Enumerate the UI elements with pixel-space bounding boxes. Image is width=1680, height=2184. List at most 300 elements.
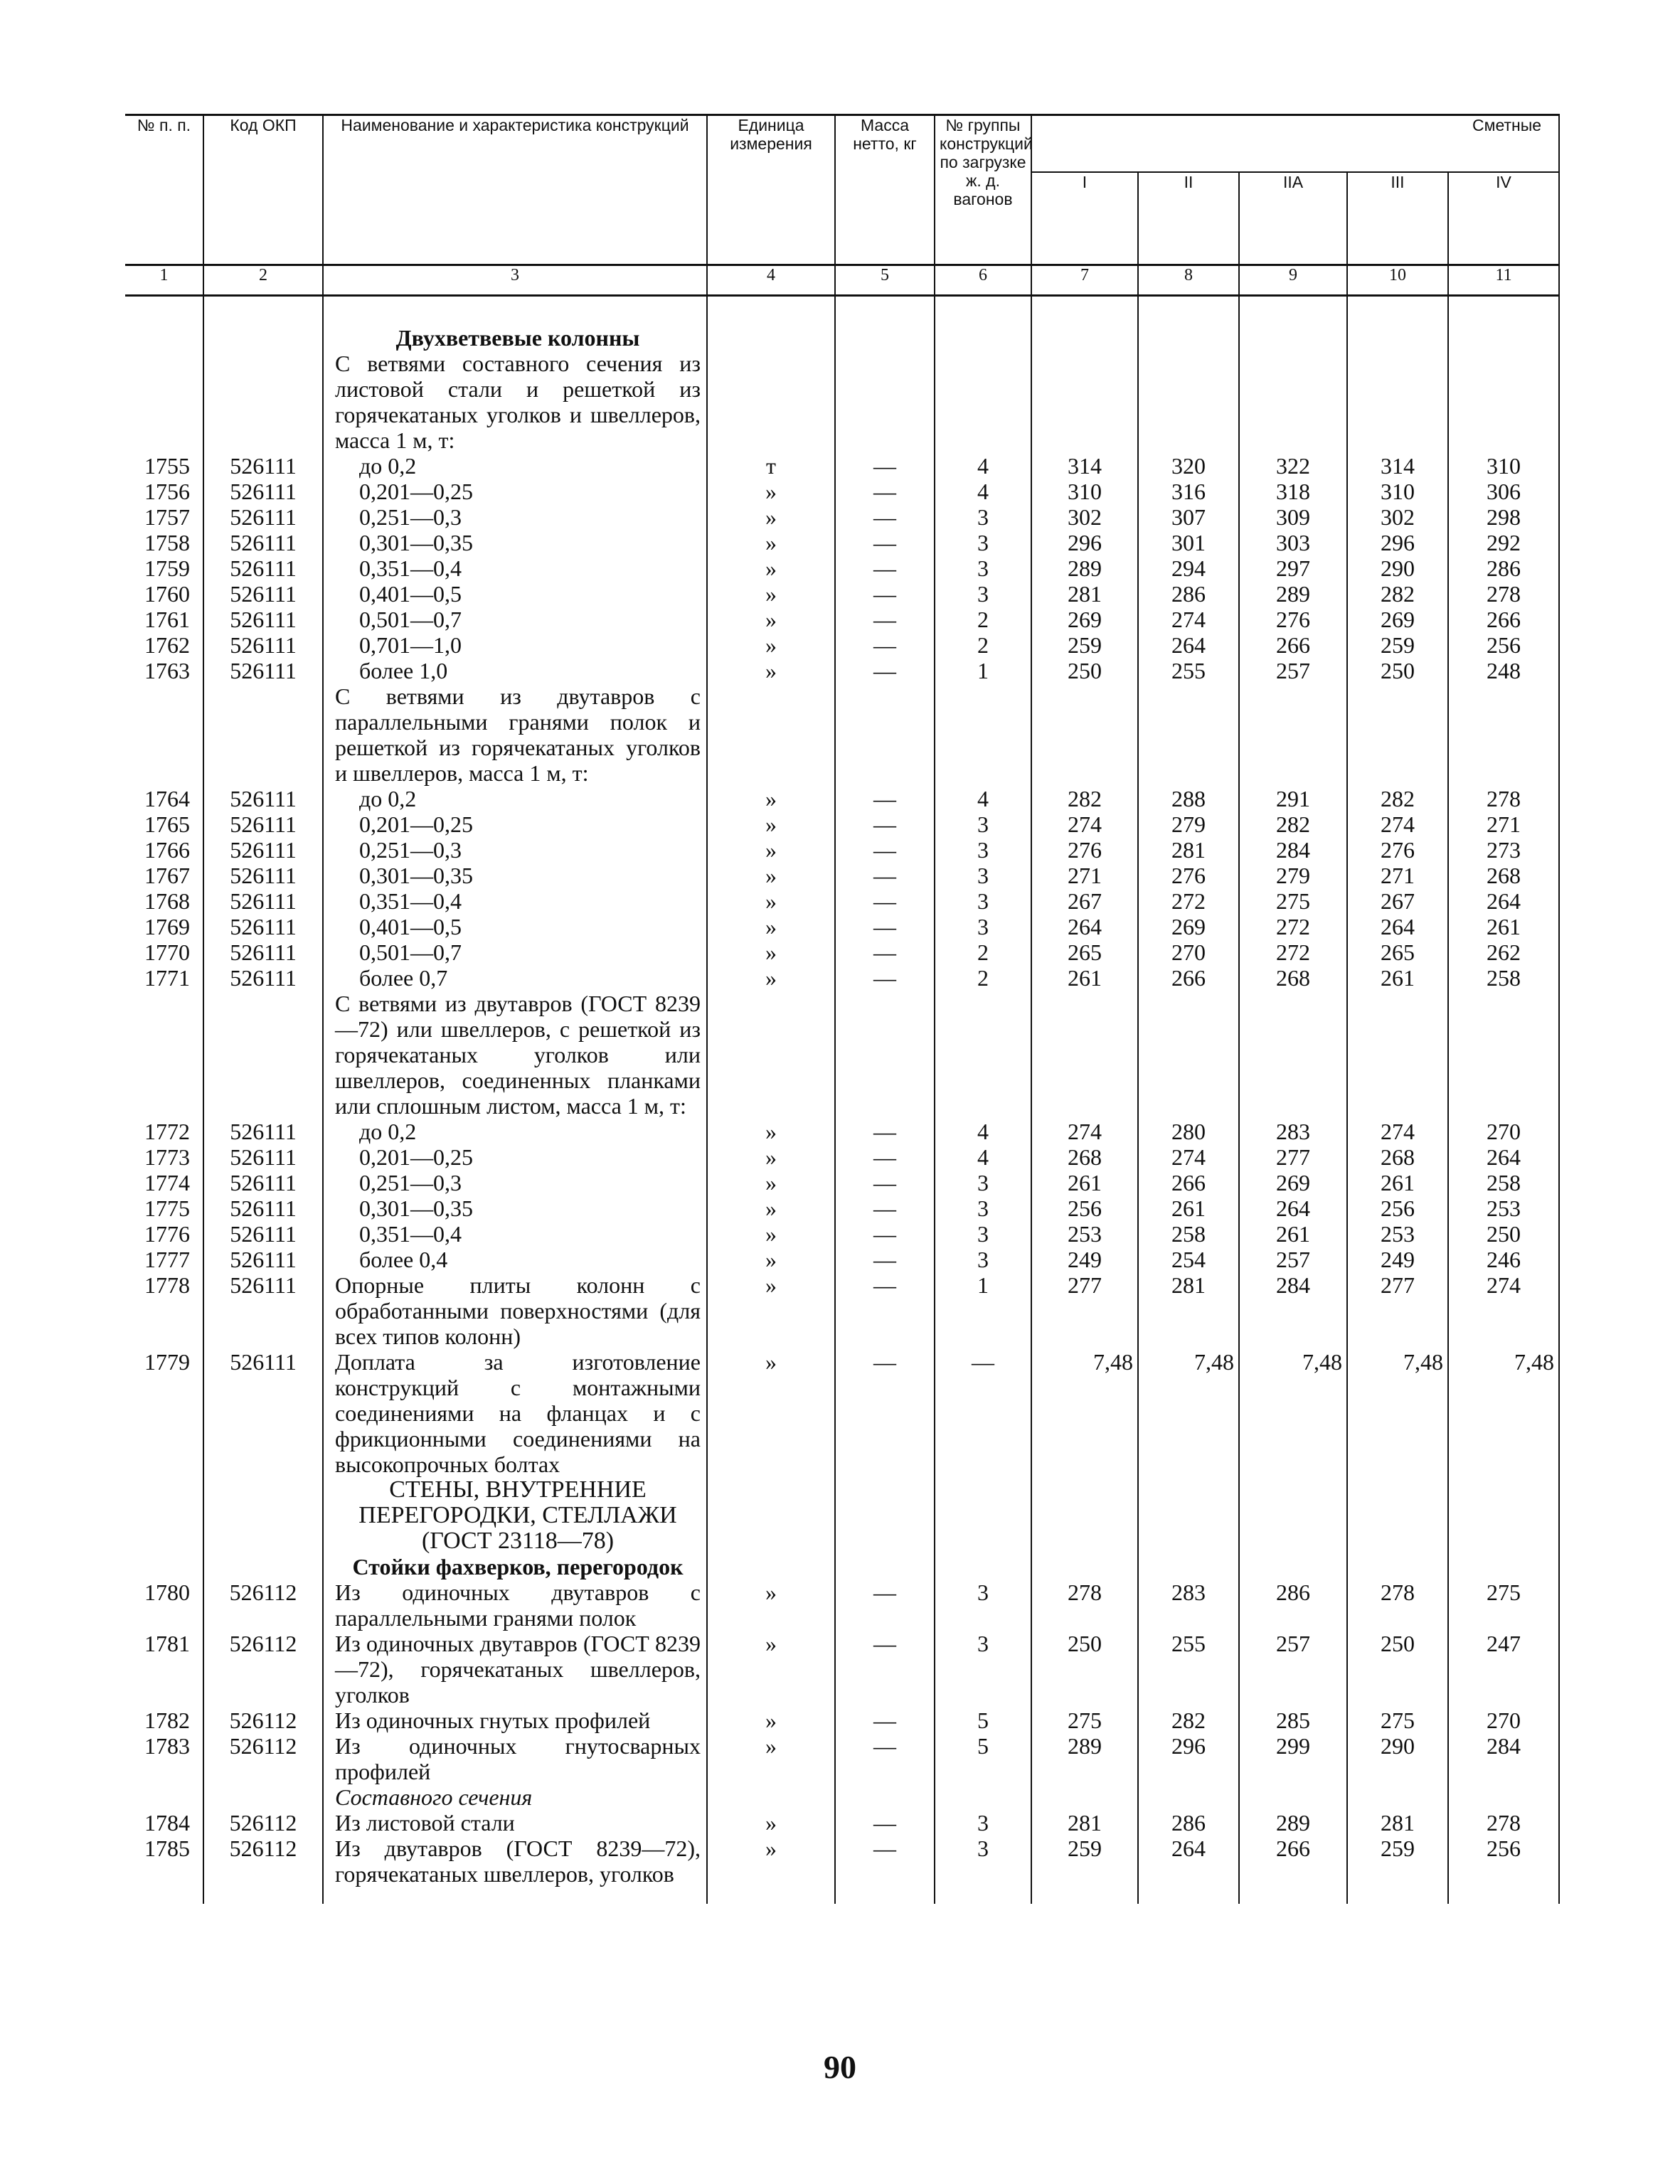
construction-name: Из листовой стали: [323, 1810, 707, 1836]
price-value: 255: [1138, 1631, 1239, 1708]
construction-name: Из одиночных двутавров (ГОСТ 8239—72), горячекатаных швеллеров, уголков: [323, 1631, 707, 1708]
okp-code: 526111: [203, 1119, 323, 1144]
subsection-heading-text: Составного сечения: [323, 1784, 707, 1810]
empty-cell: [935, 351, 1031, 453]
price-value: 320: [1138, 453, 1239, 479]
price-value: 284: [1239, 1272, 1347, 1349]
unit: »: [707, 1221, 835, 1247]
okp-code: 526111: [203, 1170, 323, 1195]
row-number: 1784: [125, 1810, 203, 1836]
unit: »: [707, 1733, 835, 1784]
empty-cell: [1031, 1784, 1138, 1810]
table-row: [125, 504, 1559, 530]
price-value: 253: [1347, 1221, 1448, 1247]
load-group: 3: [935, 504, 1031, 530]
spacer-cell: [1448, 296, 1559, 326]
construction-name: Опорные плиты колонн с обработанными поверхностями (для всех типов колонн): [323, 1272, 707, 1349]
table-row: [125, 658, 1559, 683]
empty-cell: [125, 1784, 203, 1810]
price-value: 265: [1031, 939, 1138, 965]
unit: »: [707, 863, 835, 888]
spacer-cell: [1448, 1887, 1559, 1904]
empty-cell: [1138, 351, 1239, 453]
okp-code: 526111: [203, 888, 323, 914]
unit: »: [707, 1170, 835, 1195]
row-number: 1781: [125, 1631, 203, 1708]
mass: —: [835, 1170, 935, 1195]
header-col-unit: Единица измерения: [707, 115, 835, 265]
okp-code: 526112: [203, 1580, 323, 1631]
load-group: 1: [935, 1272, 1031, 1349]
okp-code: 526111: [203, 1195, 323, 1221]
price-value: 281: [1138, 837, 1239, 863]
mass: —: [835, 1144, 935, 1170]
row-number: 1766: [125, 837, 203, 863]
mass: —: [835, 863, 935, 888]
price-value: 258: [1448, 965, 1559, 991]
okp-code: 526111: [203, 837, 323, 863]
price-value: 249: [1347, 1247, 1448, 1272]
load-group: 1: [935, 658, 1031, 683]
load-group: 3: [935, 888, 1031, 914]
load-group: 3: [935, 530, 1031, 555]
load-group: 3: [935, 863, 1031, 888]
mass: —: [835, 1631, 935, 1708]
price-value: 272: [1239, 914, 1347, 939]
mass: —: [835, 1349, 935, 1477]
empty-cell: [1347, 991, 1448, 1119]
empty-cell: [125, 683, 203, 786]
unit: »: [707, 939, 835, 965]
load-group: 2: [935, 939, 1031, 965]
price-value: 276: [1347, 837, 1448, 863]
okp-code: 526111: [203, 786, 323, 811]
column-number: 1: [125, 265, 203, 296]
mass: —: [835, 1195, 935, 1221]
load-group: 3: [935, 1195, 1031, 1221]
load-group: 4: [935, 1144, 1031, 1170]
price-value: 276: [1239, 607, 1347, 632]
construction-name: 0,301—0,35: [323, 863, 707, 888]
spacer-row: [125, 1887, 1559, 1904]
empty-cell: [935, 1477, 1031, 1554]
empty-cell: [203, 351, 323, 453]
okp-code: 526111: [203, 1144, 323, 1170]
price-value: 268: [1031, 1144, 1138, 1170]
header-group-estimate: Сметные: [1031, 115, 1559, 173]
price-value: 282: [1031, 786, 1138, 811]
spacer-cell: [1347, 1887, 1448, 1904]
spacer-cell: [1347, 296, 1448, 326]
price-value: 266: [1138, 965, 1239, 991]
empty-cell: [203, 325, 323, 351]
price-value: 248: [1448, 658, 1559, 683]
row-number: 1767: [125, 863, 203, 888]
price-value: 322: [1239, 453, 1347, 479]
empty-cell: [935, 325, 1031, 351]
price-value: 275: [1347, 1708, 1448, 1733]
section-intro: [125, 683, 1559, 786]
price-value: 266: [1239, 632, 1347, 658]
spacer-row: [125, 296, 1559, 326]
header-col-mass: Масса нетто, кг: [835, 115, 935, 265]
mass: —: [835, 939, 935, 965]
empty-cell: [1448, 1477, 1559, 1554]
mass: —: [835, 607, 935, 632]
construction-name: 0,501—0,7: [323, 607, 707, 632]
price-value: 271: [1448, 811, 1559, 837]
header-col-name: Наименование и характеристика конструкций: [323, 115, 707, 265]
price-value: 261: [1347, 965, 1448, 991]
empty-cell: [835, 991, 935, 1119]
empty-cell: [835, 683, 935, 786]
price-value: 264: [1239, 1195, 1347, 1221]
price-value: 264: [1138, 632, 1239, 658]
column-number: 3: [323, 265, 707, 296]
price-value: 278: [1448, 786, 1559, 811]
mass: —: [835, 1708, 935, 1733]
okp-code: 526111: [203, 863, 323, 888]
price-value: 274: [1138, 607, 1239, 632]
price-value: 284: [1448, 1733, 1559, 1784]
row-number: 1769: [125, 914, 203, 939]
price-value: 7,48: [1448, 1349, 1559, 1477]
empty-cell: [1239, 325, 1347, 351]
empty-cell: [1138, 1554, 1239, 1580]
spacer-cell: [203, 296, 323, 326]
price-value: 297: [1239, 555, 1347, 581]
price-value: 274: [1347, 811, 1448, 837]
row-number: 1785: [125, 1836, 203, 1887]
unit: »: [707, 914, 835, 939]
construction-name: 0,401—0,5: [323, 581, 707, 607]
price-value: 290: [1347, 1733, 1448, 1784]
table-row: [125, 530, 1559, 555]
okp-code: 526111: [203, 939, 323, 965]
empty-cell: [1138, 1477, 1239, 1554]
row-number: 1777: [125, 1247, 203, 1272]
price-value: 265: [1347, 939, 1448, 965]
table-row: [125, 811, 1559, 837]
unit: »: [707, 1144, 835, 1170]
okp-code: 526111: [203, 504, 323, 530]
mass: —: [835, 786, 935, 811]
spacer-cell: [835, 296, 935, 326]
okp-code: 526112: [203, 1810, 323, 1836]
price-value: 255: [1138, 658, 1239, 683]
okp-code: 526111: [203, 1349, 323, 1477]
construction-name: 0,351—0,4: [323, 555, 707, 581]
table-row: [125, 888, 1559, 914]
okp-code: 526111: [203, 632, 323, 658]
load-group: 4: [935, 1119, 1031, 1144]
table-row: [125, 1631, 1559, 1708]
price-value: 264: [1448, 1144, 1559, 1170]
spacer-cell: [1138, 1887, 1239, 1904]
price-value: 278: [1448, 581, 1559, 607]
mass: —: [835, 914, 935, 939]
price-value: 286: [1448, 555, 1559, 581]
mass: —: [835, 1247, 935, 1272]
price-value: 289: [1239, 581, 1347, 607]
okp-code: 526111: [203, 1272, 323, 1349]
price-value: 292: [1448, 530, 1559, 555]
okp-code: 526111: [203, 1247, 323, 1272]
okp-code: 526111: [203, 914, 323, 939]
unit: »: [707, 786, 835, 811]
price-value: 307: [1138, 504, 1239, 530]
price-value: 310: [1031, 479, 1138, 504]
price-value: 272: [1239, 939, 1347, 965]
unit: »: [707, 658, 835, 683]
price-value: 250: [1347, 658, 1448, 683]
price-value: 276: [1031, 837, 1138, 863]
empty-cell: [1239, 1554, 1347, 1580]
price-value: 262: [1448, 939, 1559, 965]
empty-cell: [1448, 683, 1559, 786]
mass: —: [835, 837, 935, 863]
load-group: 3: [935, 1170, 1031, 1195]
price-value: 257: [1239, 1631, 1347, 1708]
empty-cell: [1448, 1554, 1559, 1580]
row-number: 1756: [125, 479, 203, 504]
price-value: 257: [1239, 1247, 1347, 1272]
price-value: 274: [1031, 811, 1138, 837]
unit: »: [707, 581, 835, 607]
price-value: 284: [1239, 837, 1347, 863]
empty-cell: [203, 1554, 323, 1580]
empty-cell: [1347, 1784, 1448, 1810]
unit: »: [707, 1195, 835, 1221]
unit: »: [707, 1272, 835, 1349]
construction-name: 0,351—0,4: [323, 1221, 707, 1247]
row-number: 1764: [125, 786, 203, 811]
subsection-heading: [125, 1554, 1559, 1580]
price-value: 278: [1448, 1810, 1559, 1836]
spacer-cell: [1031, 296, 1138, 326]
price-value: 277: [1347, 1272, 1448, 1349]
empty-cell: [203, 1477, 323, 1554]
empty-cell: [1138, 683, 1239, 786]
construction-name: 0,701—1,0: [323, 632, 707, 658]
row-number: 1763: [125, 658, 203, 683]
price-value: 279: [1138, 811, 1239, 837]
column-number: 7: [1031, 265, 1138, 296]
empty-cell: [203, 991, 323, 1119]
row-number: 1758: [125, 530, 203, 555]
construction-name: Доплата за изготовление конструкций с монтажными соединениями на фланцах и с фрикционными соединениями на высокопрочных болтах: [323, 1349, 707, 1477]
construction-name: до 0,2: [323, 786, 707, 811]
price-value: 280: [1138, 1119, 1239, 1144]
price-value: 291: [1239, 786, 1347, 811]
empty-cell: [1448, 351, 1559, 453]
price-value: 278: [1031, 1580, 1138, 1631]
section-intro: [125, 991, 1559, 1119]
price-value: 314: [1347, 453, 1448, 479]
row-number: 1762: [125, 632, 203, 658]
price-value: 259: [1347, 1836, 1448, 1887]
empty-cell: [707, 1554, 835, 1580]
price-value: 282: [1347, 581, 1448, 607]
price-value: 286: [1138, 1810, 1239, 1836]
unit: »: [707, 1119, 835, 1144]
price-value: 256: [1031, 1195, 1138, 1221]
empty-cell: [125, 1477, 203, 1554]
price-value: 261: [1448, 914, 1559, 939]
okp-code: 526111: [203, 581, 323, 607]
table-row: [125, 479, 1559, 504]
mass: —: [835, 1119, 935, 1144]
price-value: 302: [1031, 504, 1138, 530]
empty-cell: [1448, 1784, 1559, 1810]
price-value: 266: [1138, 1170, 1239, 1195]
price-value: 271: [1347, 863, 1448, 888]
empty-cell: [1347, 1477, 1448, 1554]
construction-name: 0,251—0,3: [323, 1170, 707, 1195]
okp-code: 526111: [203, 811, 323, 837]
empty-cell: [1347, 683, 1448, 786]
unit: »: [707, 811, 835, 837]
table-row: [125, 453, 1559, 479]
unit: »: [707, 1631, 835, 1708]
empty-cell: [835, 351, 935, 453]
row-number: 1772: [125, 1119, 203, 1144]
table-row: [125, 1221, 1559, 1247]
column-number: 6: [935, 265, 1031, 296]
mass: —: [835, 479, 935, 504]
load-group: 3: [935, 1247, 1031, 1272]
okp-code: 526112: [203, 1631, 323, 1708]
price-value: 246: [1448, 1247, 1559, 1272]
price-value: 274: [1031, 1119, 1138, 1144]
empty-cell: [1239, 683, 1347, 786]
header-col-group: № группы конструкций по загрузке ж. д. вагонов: [935, 115, 1031, 265]
price-value: 278: [1347, 1580, 1448, 1631]
price-value: 259: [1031, 1836, 1138, 1887]
spacer-cell: [125, 1887, 203, 1904]
price-value: 268: [1347, 1144, 1448, 1170]
unit: т: [707, 453, 835, 479]
price-value: 318: [1239, 479, 1347, 504]
table-row: [125, 914, 1559, 939]
section-intro-text: С ветвями составного сечения из листовой стали и решеткой из горячекатаных уголков и швеллеров, масса 1 м, т:: [323, 351, 707, 453]
empty-cell: [835, 1784, 935, 1810]
spacer-cell: [707, 1887, 835, 1904]
price-value: 281: [1031, 581, 1138, 607]
price-value: 259: [1347, 632, 1448, 658]
price-value: 274: [1138, 1144, 1239, 1170]
section-heading-text: СТЕНЫ, ВНУТРЕННИЕ ПЕРЕГОРОДКИ, СТЕЛЛАЖИ (ГОСТ 23118—78): [323, 1477, 707, 1554]
load-group: 2: [935, 965, 1031, 991]
price-value: 256: [1448, 632, 1559, 658]
construction-name: 0,201—0,25: [323, 479, 707, 504]
price-value: 275: [1239, 888, 1347, 914]
okp-code: 526111: [203, 607, 323, 632]
okp-code: 526112: [203, 1708, 323, 1733]
price-value: 7,48: [1138, 1349, 1239, 1477]
price-value: 268: [1239, 965, 1347, 991]
price-value: 279: [1239, 863, 1347, 888]
load-group: 4: [935, 786, 1031, 811]
okp-code: 526112: [203, 1733, 323, 1784]
empty-cell: [707, 991, 835, 1119]
construction-name: 0,301—0,35: [323, 1195, 707, 1221]
empty-cell: [1347, 325, 1448, 351]
empty-cell: [1031, 1477, 1138, 1554]
price-value: 250: [1347, 1631, 1448, 1708]
price-value: 301: [1138, 530, 1239, 555]
price-table: [125, 114, 1560, 1904]
load-group: 3: [935, 555, 1031, 581]
construction-name: 0,301—0,35: [323, 530, 707, 555]
load-group: 2: [935, 607, 1031, 632]
construction-name: Из одиночных гнутых профилей: [323, 1708, 707, 1733]
section-heading: [125, 1477, 1559, 1554]
unit: »: [707, 1836, 835, 1887]
price-value: 261: [1031, 965, 1138, 991]
table-row: [125, 1708, 1559, 1733]
price-value: 281: [1138, 1272, 1239, 1349]
table-row: [125, 1733, 1559, 1784]
column-number: 4: [707, 265, 835, 296]
price-value: 256: [1448, 1836, 1559, 1887]
construction-name: до 0,2: [323, 453, 707, 479]
okp-code: 526111: [203, 1221, 323, 1247]
unit: »: [707, 837, 835, 863]
okp-code: 526112: [203, 1836, 323, 1887]
column-number: 9: [1239, 265, 1347, 296]
load-group: 3: [935, 1580, 1031, 1631]
price-value: 310: [1448, 453, 1559, 479]
column-number: 5: [835, 265, 935, 296]
construction-name: Из одиночных гнутосварных профилей: [323, 1733, 707, 1784]
price-value: 282: [1347, 786, 1448, 811]
empty-cell: [125, 991, 203, 1119]
spacer-cell: [125, 296, 203, 326]
okp-code: 526111: [203, 965, 323, 991]
unit: »: [707, 555, 835, 581]
table-row: [125, 555, 1559, 581]
mass: —: [835, 1580, 935, 1631]
price-value: 253: [1448, 1195, 1559, 1221]
construction-name: Из двутавров (ГОСТ 8239—72), горячекатаных швеллеров, уголков: [323, 1836, 707, 1887]
construction-name: более 0,7: [323, 965, 707, 991]
section-intro: [125, 351, 1559, 453]
row-number: 1765: [125, 811, 203, 837]
price-value: 286: [1138, 581, 1239, 607]
empty-cell: [1347, 351, 1448, 453]
unit: »: [707, 1580, 835, 1631]
unit: »: [707, 607, 835, 632]
mass: —: [835, 504, 935, 530]
section-heading: [125, 325, 1559, 351]
table-header: [125, 115, 1559, 296]
construction-name: до 0,2: [323, 1119, 707, 1144]
price-value: 289: [1031, 555, 1138, 581]
price-value: 7,48: [1239, 1349, 1347, 1477]
spacer-cell: [835, 1887, 935, 1904]
header-sub-4: III: [1347, 172, 1448, 265]
okp-code: 526111: [203, 555, 323, 581]
construction-name: 0,251—0,3: [323, 504, 707, 530]
construction-name: 0,251—0,3: [323, 837, 707, 863]
price-value: 303: [1239, 530, 1347, 555]
column-number-row: [125, 265, 1559, 296]
mass: —: [835, 1810, 935, 1836]
table-row: [125, 632, 1559, 658]
spacer-cell: [935, 296, 1031, 326]
empty-cell: [1031, 1554, 1138, 1580]
